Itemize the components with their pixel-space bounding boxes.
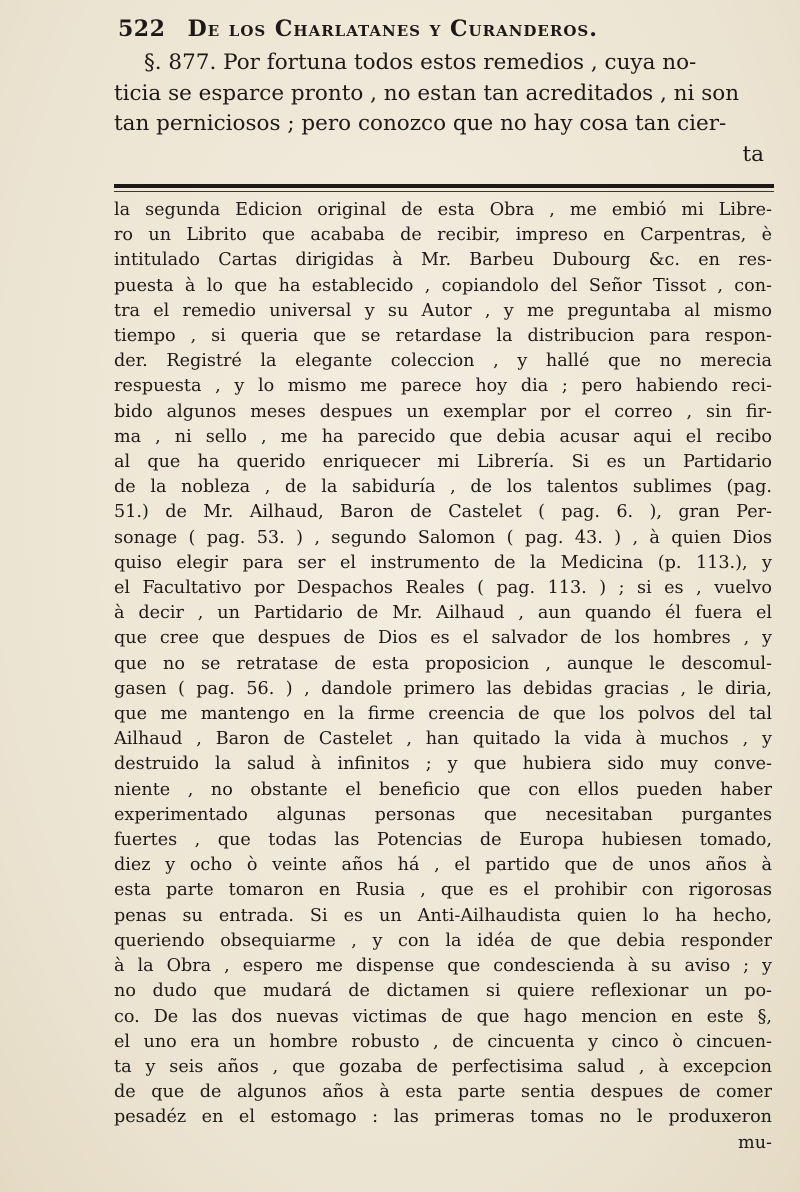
- footnote-line: intitulado Cartas dirigidas à Mr. Barbeu Dubourg &c. en res-: [114, 250, 772, 271]
- footnote-line: à decir , un Partidario de Mr. Ailhaud , aun quando él fuera el: [114, 603, 772, 624]
- footnote-line: ro un Librito que acababa de recibir, impreso en Carpentras, è: [114, 225, 772, 246]
- footnote-line: respuesta , y lo mismo me parece hoy dia ; pero habiendo reci-: [114, 376, 772, 397]
- catchword: ta: [742, 141, 764, 167]
- footnote-line: la segunda Edicion original de esta Obra , me embió mi Libre-: [114, 200, 772, 220]
- footnote-line: diez y ocho ò veinte años há , el partido que de unos años à: [114, 855, 772, 876]
- footnote-line: queriendo obsequiarme , y con la idéa de que debia responder: [114, 930, 772, 951]
- footnote-line: der. Registré la elegante coleccion , y hallé que no merecia: [114, 351, 772, 372]
- footnote-line: que no se retratase de esta proposicion , aunque le descomul-: [114, 653, 772, 674]
- footnote-divider: [114, 184, 774, 188]
- footnote-line: destruido la salud à infinitos ; y que hubiera sido muy conve-: [114, 754, 772, 775]
- footnote-line: al que ha querido enriquecer mi Librería. Si es un Partidario: [114, 452, 772, 473]
- footnote-line: ma , ni sello , me ha parecido que debia acusar aqui el recibo: [114, 426, 772, 447]
- footnote-line: esta parte tomaron en Rusia , que es el prohibir con rigorosas: [114, 880, 772, 901]
- main-paragraph: [114, 48, 768, 170]
- footnote-line: Ailhaud , Baron de Castelet , han quitado la vida à muchos , y: [114, 729, 772, 750]
- footnote-line: de la nobleza , de la sabiduría , de los talentos sublimes (pag.: [114, 477, 772, 498]
- footnote-line: que me mantengo en la firme creencia de que los polvos del tal: [114, 704, 772, 725]
- footnote-line: el Facultativo por Despachos Reales ( pag. 113. ) ; si es , vuelvo: [114, 578, 772, 599]
- footnote-line: tiempo , si queria que se retardase la distribucion para respon-: [114, 326, 772, 347]
- footnote-line: tra el remedio universal y su Autor , y me preguntaba al mismo: [114, 300, 772, 321]
- footnote-line: el uno era un hombre robusto , de cincuenta y cinco ò cincuen-: [114, 1031, 772, 1052]
- footnote-line: co. De las dos nuevas victimas de que hago mencion en este §,: [114, 1006, 772, 1027]
- footnote-line: à la Obra , espero me dispense que condescienda à su aviso ; y: [114, 956, 772, 977]
- footnote-line: gasen ( pag. 56. ) , dandole primero las debidas gracias , le diria,: [114, 678, 772, 699]
- footnote-line: experimentado algunas personas que necesitaban purgantes: [114, 804, 772, 825]
- page-number: 522: [118, 16, 166, 42]
- footnote: [114, 198, 772, 1156]
- running-title: De los Charlatanes y Curanderos.: [187, 16, 598, 42]
- footnote-line: de que de algunos años à esta parte sentia despues de comer: [114, 1082, 772, 1103]
- footnote-line: sonage ( pag. 53. ) , segundo Salomon ( pag. 43. ) , à quien Dios: [114, 527, 772, 548]
- paragraph-line: tan perniciosos ; pero conozco que no hay cosa tan cier-: [114, 111, 727, 136]
- catchword: mu-: [738, 1132, 772, 1153]
- footnote-line: fuertes , que todas las Potencias de Europa hubiesen tomado,: [114, 830, 772, 851]
- footnote-line: bido algunos meses despues un exemplar por el correo , sin fir-: [114, 401, 772, 422]
- footnote-line: niente , no obstante el beneficio que con ellos pueden haber: [114, 779, 772, 800]
- paragraph-line: §. 877. Por fortuna todos estos remedios , cuya no-: [144, 50, 697, 75]
- footnote-line: ta y seis años , que gozaba de perfectisima salud , à excepcion: [114, 1056, 772, 1077]
- footnote-line: quiso elegir para ser el instrumento de la Medicina (p. 113.), y: [114, 552, 772, 573]
- paragraph-line: ticia se esparce pronto , no estan tan acreditados , ni son: [114, 80, 740, 106]
- footnote-line: 51.) de Mr. Ailhaud, Baron de Castelet ( pag. 6. ), gran Per-: [114, 502, 772, 523]
- running-header: [118, 16, 758, 42]
- footnote-line: puesta à lo que ha establecido , copiandolo del Señor Tissot , con-: [114, 275, 772, 296]
- footnote-line: pesadéz en el estomago : las primeras tomas no le produxeron: [114, 1107, 772, 1128]
- footnote-line: que cree que despues de Dios es el salvador de los hombres , y: [114, 628, 772, 649]
- footnote-line: penas su entrada. Si es un Anti-Ailhaudista quien lo ha hecho,: [114, 905, 772, 926]
- footnote-line: no dudo que mudará de dictamen si quiere reflexionar un po-: [114, 981, 772, 1002]
